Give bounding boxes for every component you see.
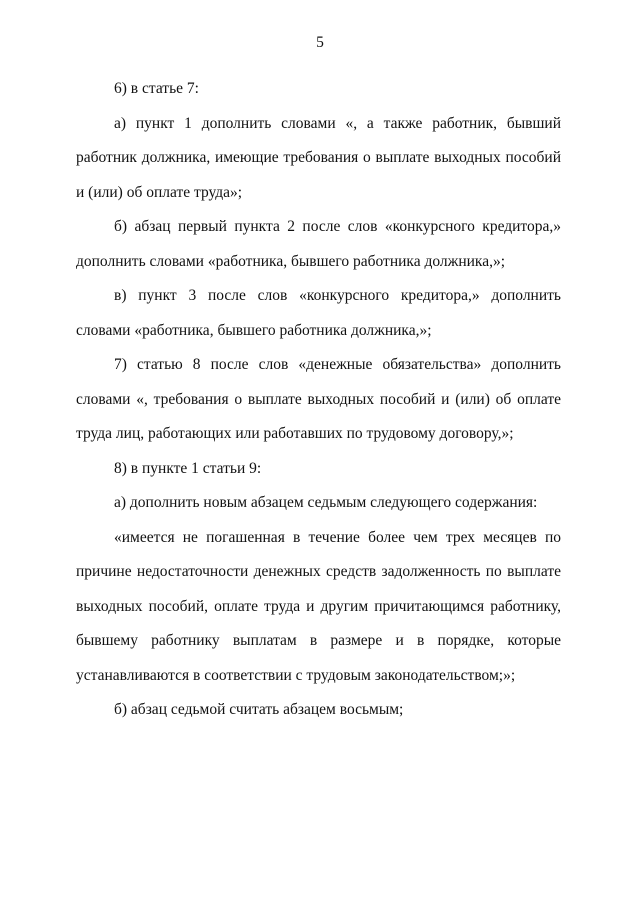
paragraph-new-clause-quote: «имеется не погашенная в течение более чем трех месяцев по причине недостаточности денежных средств задолженность по выплате выходных пособий, оплате труда и другим причитающимся работнику, бывшему работнику выплатам в размере и в порядке, которые устанавливаются в соответствии с трудовым законодательством;»; — [76, 528, 561, 684]
paragraph-article-8: 7) статью 8 после слов «денежные обязательства» дополнить словами «, требования о выплате выходных пособий и (или) об оплате труда лиц, работающих или работавших по трудовому договору,»; — [76, 356, 561, 442]
page-number: 5 — [316, 34, 324, 51]
paragraph-article-7-heading: 6) в статье 7: — [114, 80, 199, 97]
paragraph-article-9-item-b: б) абзац седьмой считать абзацем восьмым; — [114, 701, 404, 718]
paragraph-article-7-item-a: а) пункт 1 дополнить словами «, а также работник, бывший работник должника, имеющие требования о выплате выходных пособий и (или) об оплате труда»; — [76, 114, 561, 201]
paragraph-article-9-item-a: а) дополнить новым абзацем седьмым следующего содержания: — [114, 494, 538, 511]
document-body — [76, 72, 561, 728]
paragraph-article-7-item-b: б) абзац первый пункта 2 после слов «конкурсного кредитора,» дополнить словами «работника, бывшего работника должника,»; — [76, 218, 561, 270]
paragraph-article-9-heading: 8) в пункте 1 статьи 9: — [114, 459, 262, 477]
paragraph-article-7-item-v: в) пункт 3 после слов «конкурсного кредитора,» дополнить словами «работника, бывшего работника должника,»; — [76, 287, 561, 339]
